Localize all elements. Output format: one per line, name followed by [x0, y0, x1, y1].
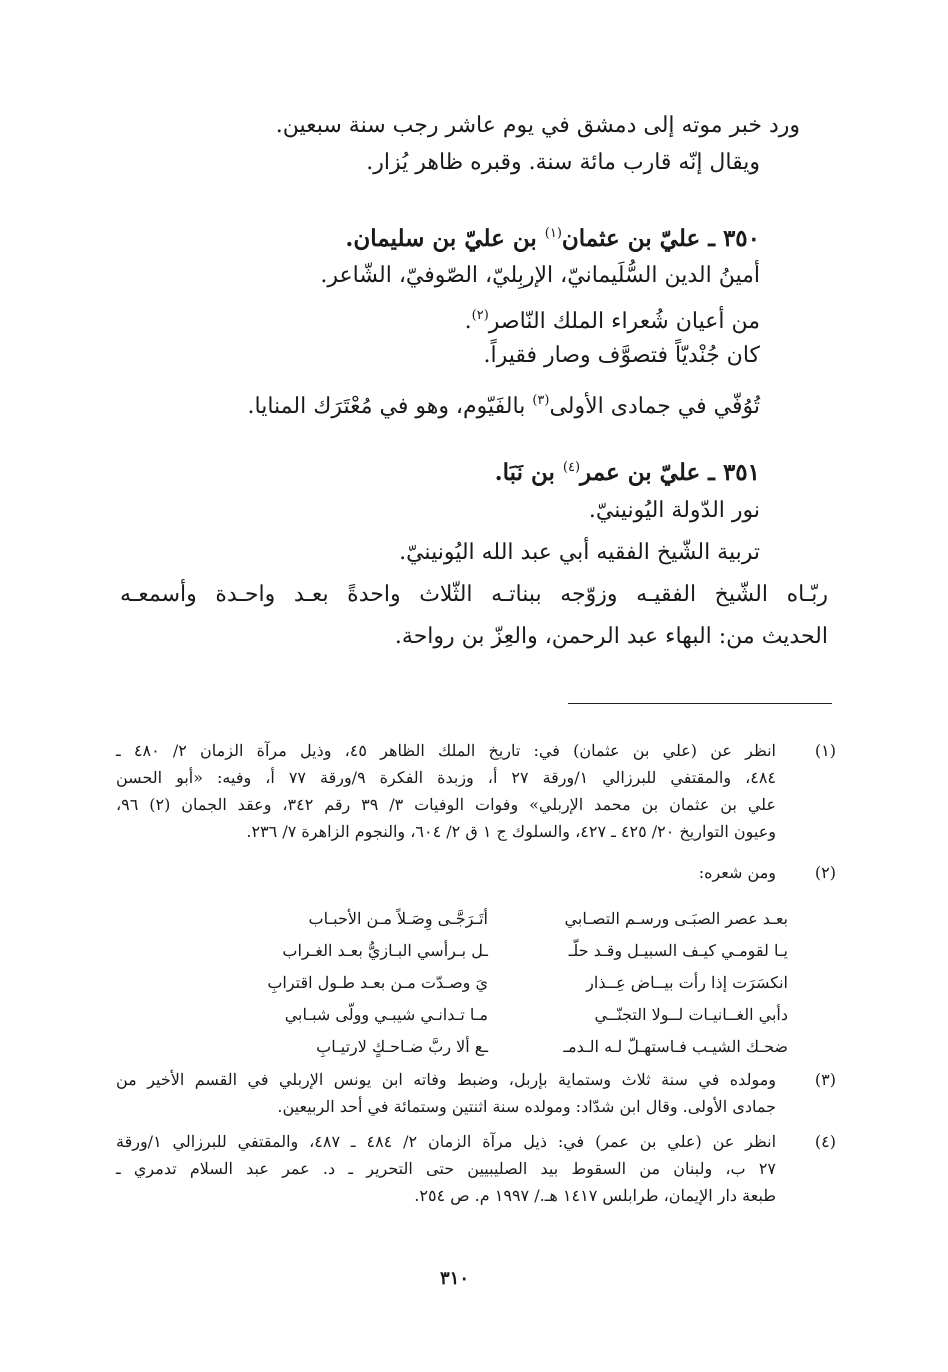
footnote-3-number: (٣): [814, 1070, 836, 1089]
footnote-2-number: (٢): [814, 863, 836, 882]
entry-350-line-4-end: بالفَيّوم، وهو في مُعْتَرَك المنايا.: [247, 394, 533, 419]
entry-351-line-1: نور الدّولة اليُونينيّ.: [588, 498, 760, 523]
verse-3-left: يَ وصـدّت مـن بعـد طـول اقترابِ: [267, 973, 488, 992]
footnote-1-line-2: ٤٨٤، والمقتفي للبرزالي ١/ورقة ٢٧ أ، وزبدة الفكرة ٩/ورقة ٧٧ أ، وفيه: «أبو الحسن: [116, 768, 777, 787]
page-number: ٣١٠: [440, 1268, 470, 1289]
footnote-3-line-2: جمادى الأولى. وقال ابن شدّاد: ومولده سنة اثنتين وستمائة في أحد الربيعين.: [277, 1097, 776, 1116]
entry-351-line-4: الحديث من: البهاء عبد الرحمن، والعِزّ بن رواحة.: [394, 624, 828, 649]
footnote-ref-1: (١): [544, 226, 562, 241]
footnote-ref-4: (٤): [562, 460, 581, 475]
entry-350-line-2-end: .: [464, 309, 472, 334]
verse-2-left: ـل بـرأسي البـازيُّ بعـد الغـراب: [282, 941, 488, 960]
entry-350-line-2: [465, 300, 760, 338]
footnote-4-line-2: ٢٧ ب، ولبنان من السقوط بيد الصليبيين حتى التحرير ـ د. عمر عبد السلام تدمري ـ: [116, 1159, 776, 1178]
entry-350-line-1: أمينُ الدين السُّلَيمانيّ، الإربِليّ، الصّوفيّ، الشّاعر.: [320, 263, 760, 288]
verse-1-right: بعـد عصر الصبَـى ورسـم التصـابي: [564, 909, 788, 928]
entry-350-heading: [345, 218, 760, 255]
entry-350-title-a: ٣٥٠ ـ عليّ بن عثمان: [561, 225, 760, 252]
verse-1-left: أتَـرَجَّـى وِصَـلاً مـن الأحبـاب: [308, 909, 488, 928]
footnote-divider: [568, 703, 832, 704]
footnote-1-line-1: انظر عن (علي بن عثمان) في: تاريخ الملك الظاهر ٤٥، وذيل مرآة الزمان ٢/ ٤٨٠ ـ: [116, 741, 777, 760]
entry-350-line-2-text: من أعيان شُعراء الملك النّاصر: [488, 309, 760, 334]
verse-5-right: ضحـك الشيـب فـاستهـلّ لـه الـدمـ: [563, 1037, 788, 1056]
verse-5-left: ـع ألا ربَّ ضـاحـكٍ لارتيـابِ: [316, 1037, 488, 1056]
entry-351-title-a: ٣٥١ ـ عليّ بن عمر: [580, 459, 760, 486]
footnote-4-line-3: طبعة دار الإيمان، طرابلس ١٤١٧ هـ./ ١٩٩٧ م. ص ٢٥٤.: [414, 1186, 776, 1205]
entry-350-line-4-text: تُوُفّي في جمادى الأولى: [549, 394, 760, 419]
verse-4-right: دأبي الغــانيـات لــولا التجنّــي: [594, 1005, 788, 1024]
footnote-4-number: (٤): [814, 1132, 836, 1151]
footnote-1-number: (١): [814, 741, 836, 760]
entry-351-title-b: بن نَبَا.: [494, 459, 563, 486]
entry-350-line-3: كان جُنْديّاً فتصوَّف وصار فقيراً.: [483, 343, 760, 368]
entry-351-heading: [495, 452, 760, 489]
body-line-2: ويقال إنّه قارب مائة سنة. وقبره ظاهر يُزار.: [366, 150, 760, 175]
footnote-ref-2: (٢): [471, 308, 489, 323]
entry-351-line-2: تربية الشّيخ الفقيه أبي عبد الله اليُونينيّ.: [399, 540, 760, 565]
entry-351-line-3: ربّـاه الشّيخ الفقيـه وزوّجه ببناتـه الثّلاث واحدةً بعـد واحـدة وأسمعـه: [120, 582, 828, 607]
verse-4-left: مـا تـدانـي شيبـي وولّى شبـابي: [284, 1005, 488, 1024]
footnote-2-intro: ومن شعره:: [698, 863, 776, 882]
body-line-1: ورد خبر موته إلى دمشق في يوم عاشر رجب سنة سبعين.: [275, 113, 800, 138]
footnote-1-line-3: علي بن عثمان بن محمد الإربلي» وفوات الوفيات ٣/ ٣٩ رقم ٣٤٢، وعقد الجمان (٢) ٩٦،: [116, 795, 777, 814]
verse-3-right: انكسَرَت إذا رأت بيــاض عِــذار: [586, 973, 788, 992]
entry-350-line-4: [248, 385, 760, 423]
entry-350-title-b: بن عليّ بن سليمان.: [345, 225, 545, 252]
footnote-ref-3: (٣): [532, 393, 550, 408]
verse-2-right: يـا لقومـي كيـف السبيـل وقـد حلّـ: [568, 941, 788, 960]
footnote-4-line-1: انظر عن (علي بن عمر) في: ذيل مرآة الزمان ٢/ ٤٨٤ ـ ٤٨٧، والمقتفي للبرزالي ١/ورقة: [116, 1132, 777, 1151]
footnote-3-line-1: ومولده في سنة ثلاث وستماية بإربل، وضبط وفاته ابن يونس الإربلي في القسم الأخير من: [116, 1070, 776, 1089]
footnote-1-line-4: وعيون التواريخ ٢٠/ ٤٢٥ ـ ٤٢٧، والسلوك ج ١ ق ٢/ ٦٠٤، والنجوم الزاهرة ٧/ ٢٣٦.: [246, 822, 776, 841]
